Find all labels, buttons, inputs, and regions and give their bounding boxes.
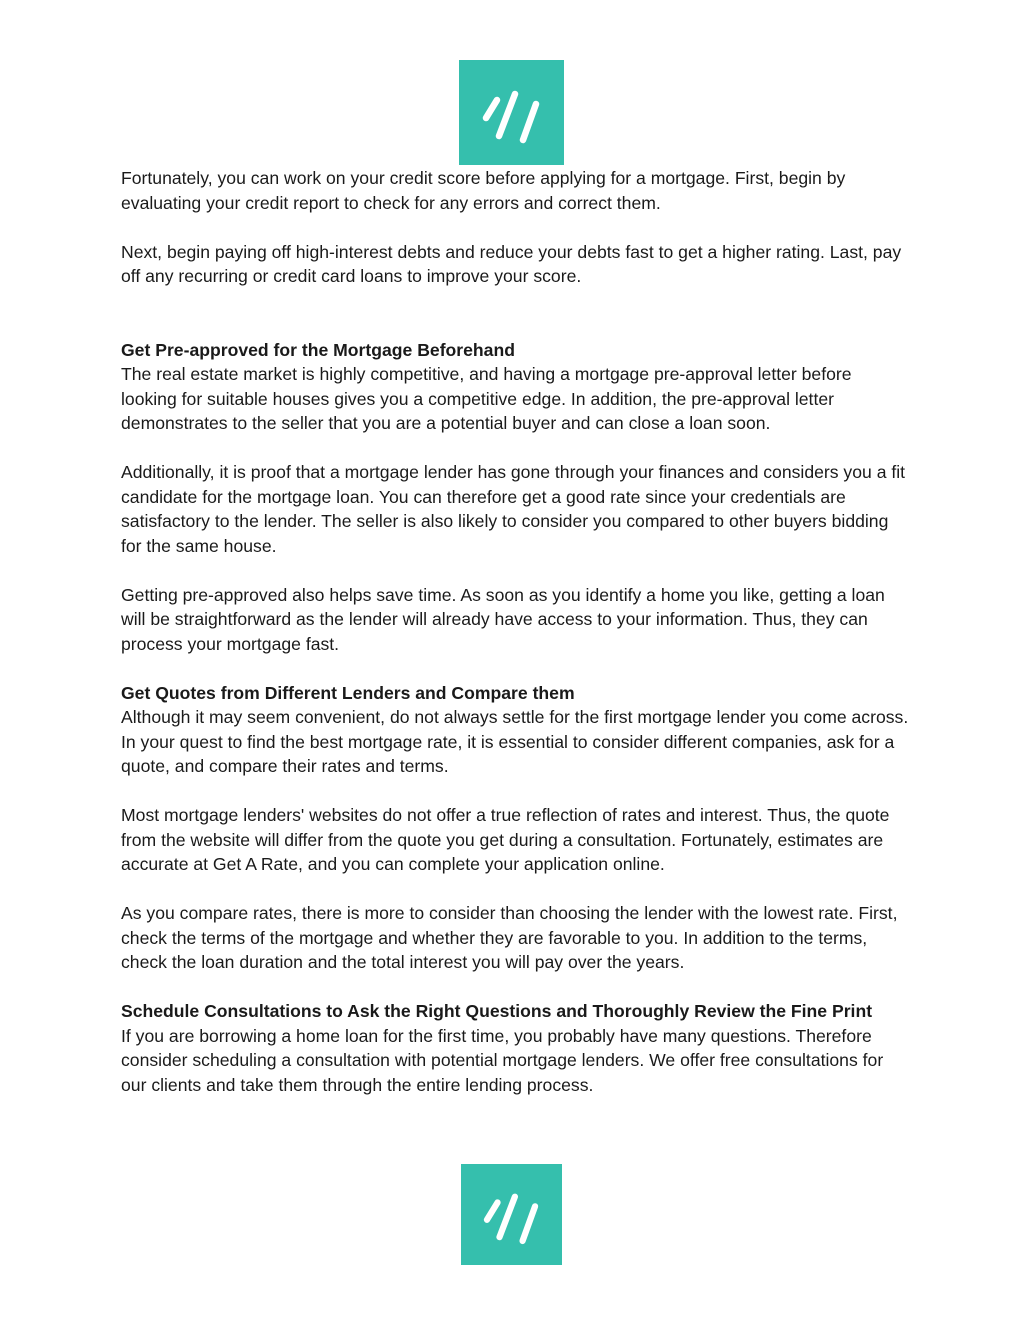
section-heading-consultations: Schedule Consultations to Ask the Right Questions and Thoroughly Review the Fine Print: [121, 1001, 873, 1021]
section3-paragraph-1: If you are borrowing a home loan for the first time, you probably have many questions. Therefore consider scheduling a consultation with potential mortgage lenders. We offer free consultations for our clients and take them through the entire lending process.: [121, 1025, 884, 1095]
section-heading-preapproval: Get Pre-approved for the Mortgage Beforehand: [121, 339, 515, 360]
logo-top: [459, 60, 564, 165]
slash-marks-logo-icon: [460, 1164, 563, 1265]
logo-bottom: [460, 1164, 563, 1265]
section2-paragraph-1: Although it may seem convenient, do not always settle for the first mortgage lender you come across. In your quest to find the best mortgage rate, it is essential to consider different companies, ask for a quote, and compare their rates and terms.: [121, 707, 909, 776]
slash-marks-logo-icon: [459, 60, 564, 165]
spacer: [121, 313, 911, 338]
section-heading-quotes: Get Quotes from Different Lenders and Compare them: [121, 682, 575, 703]
section2-paragraph-2: Most mortgage lenders' websites do not offer a true reflection of rates and interest. Thus, the quote from the website will differ from the quote you get during a consultation. Fortunately, estimates are accurate at Get A Rate, and you can complete your application online.: [121, 805, 890, 874]
intro-paragraph-1: Fortunately, you can work on your credit score before applying for a mortgage. First, begin by evaluating your credit report to check for any errors and correct them.: [121, 168, 846, 213]
section1-paragraph-1: The real estate market is highly competitive, and having a mortgage pre-approval letter before looking for suitable houses gives you a competitive edge. In addition, the pre-approval letter demonstrates to the seller that you are a potential buyer and can close a loan soon.: [121, 364, 852, 433]
document-body: [121, 166, 911, 1122]
section1-paragraph-3: Getting pre-approved also helps save time. As soon as you identify a home you like, getting a loan will be straightforward as the lender will already have access to your information. Thus, they can process your mortgage fast.: [121, 584, 885, 654]
section1-paragraph-2: Additionally, it is proof that a mortgage lender has gone through your finances and considers you a fit candidate for the mortgage loan. You can therefore get a good rate since your credentials are satisfactory to the lender. The seller is also likely to consider you compared to other buyers bidding for the same house.: [121, 462, 906, 556]
section2-paragraph-3: As you compare rates, there is more to consider than choosing the lender with the lowest rate. First, check the terms of the mortgage and whether they are favorable to you. In addition to the terms, check the loan duration and the total interest you will pay over the years.: [121, 903, 898, 972]
intro-paragraph-2: Next, begin paying off high-interest debts and reduce your debts fast to get a higher rating. Last, pay off any recurring or credit card loans to improve your score.: [121, 241, 902, 286]
